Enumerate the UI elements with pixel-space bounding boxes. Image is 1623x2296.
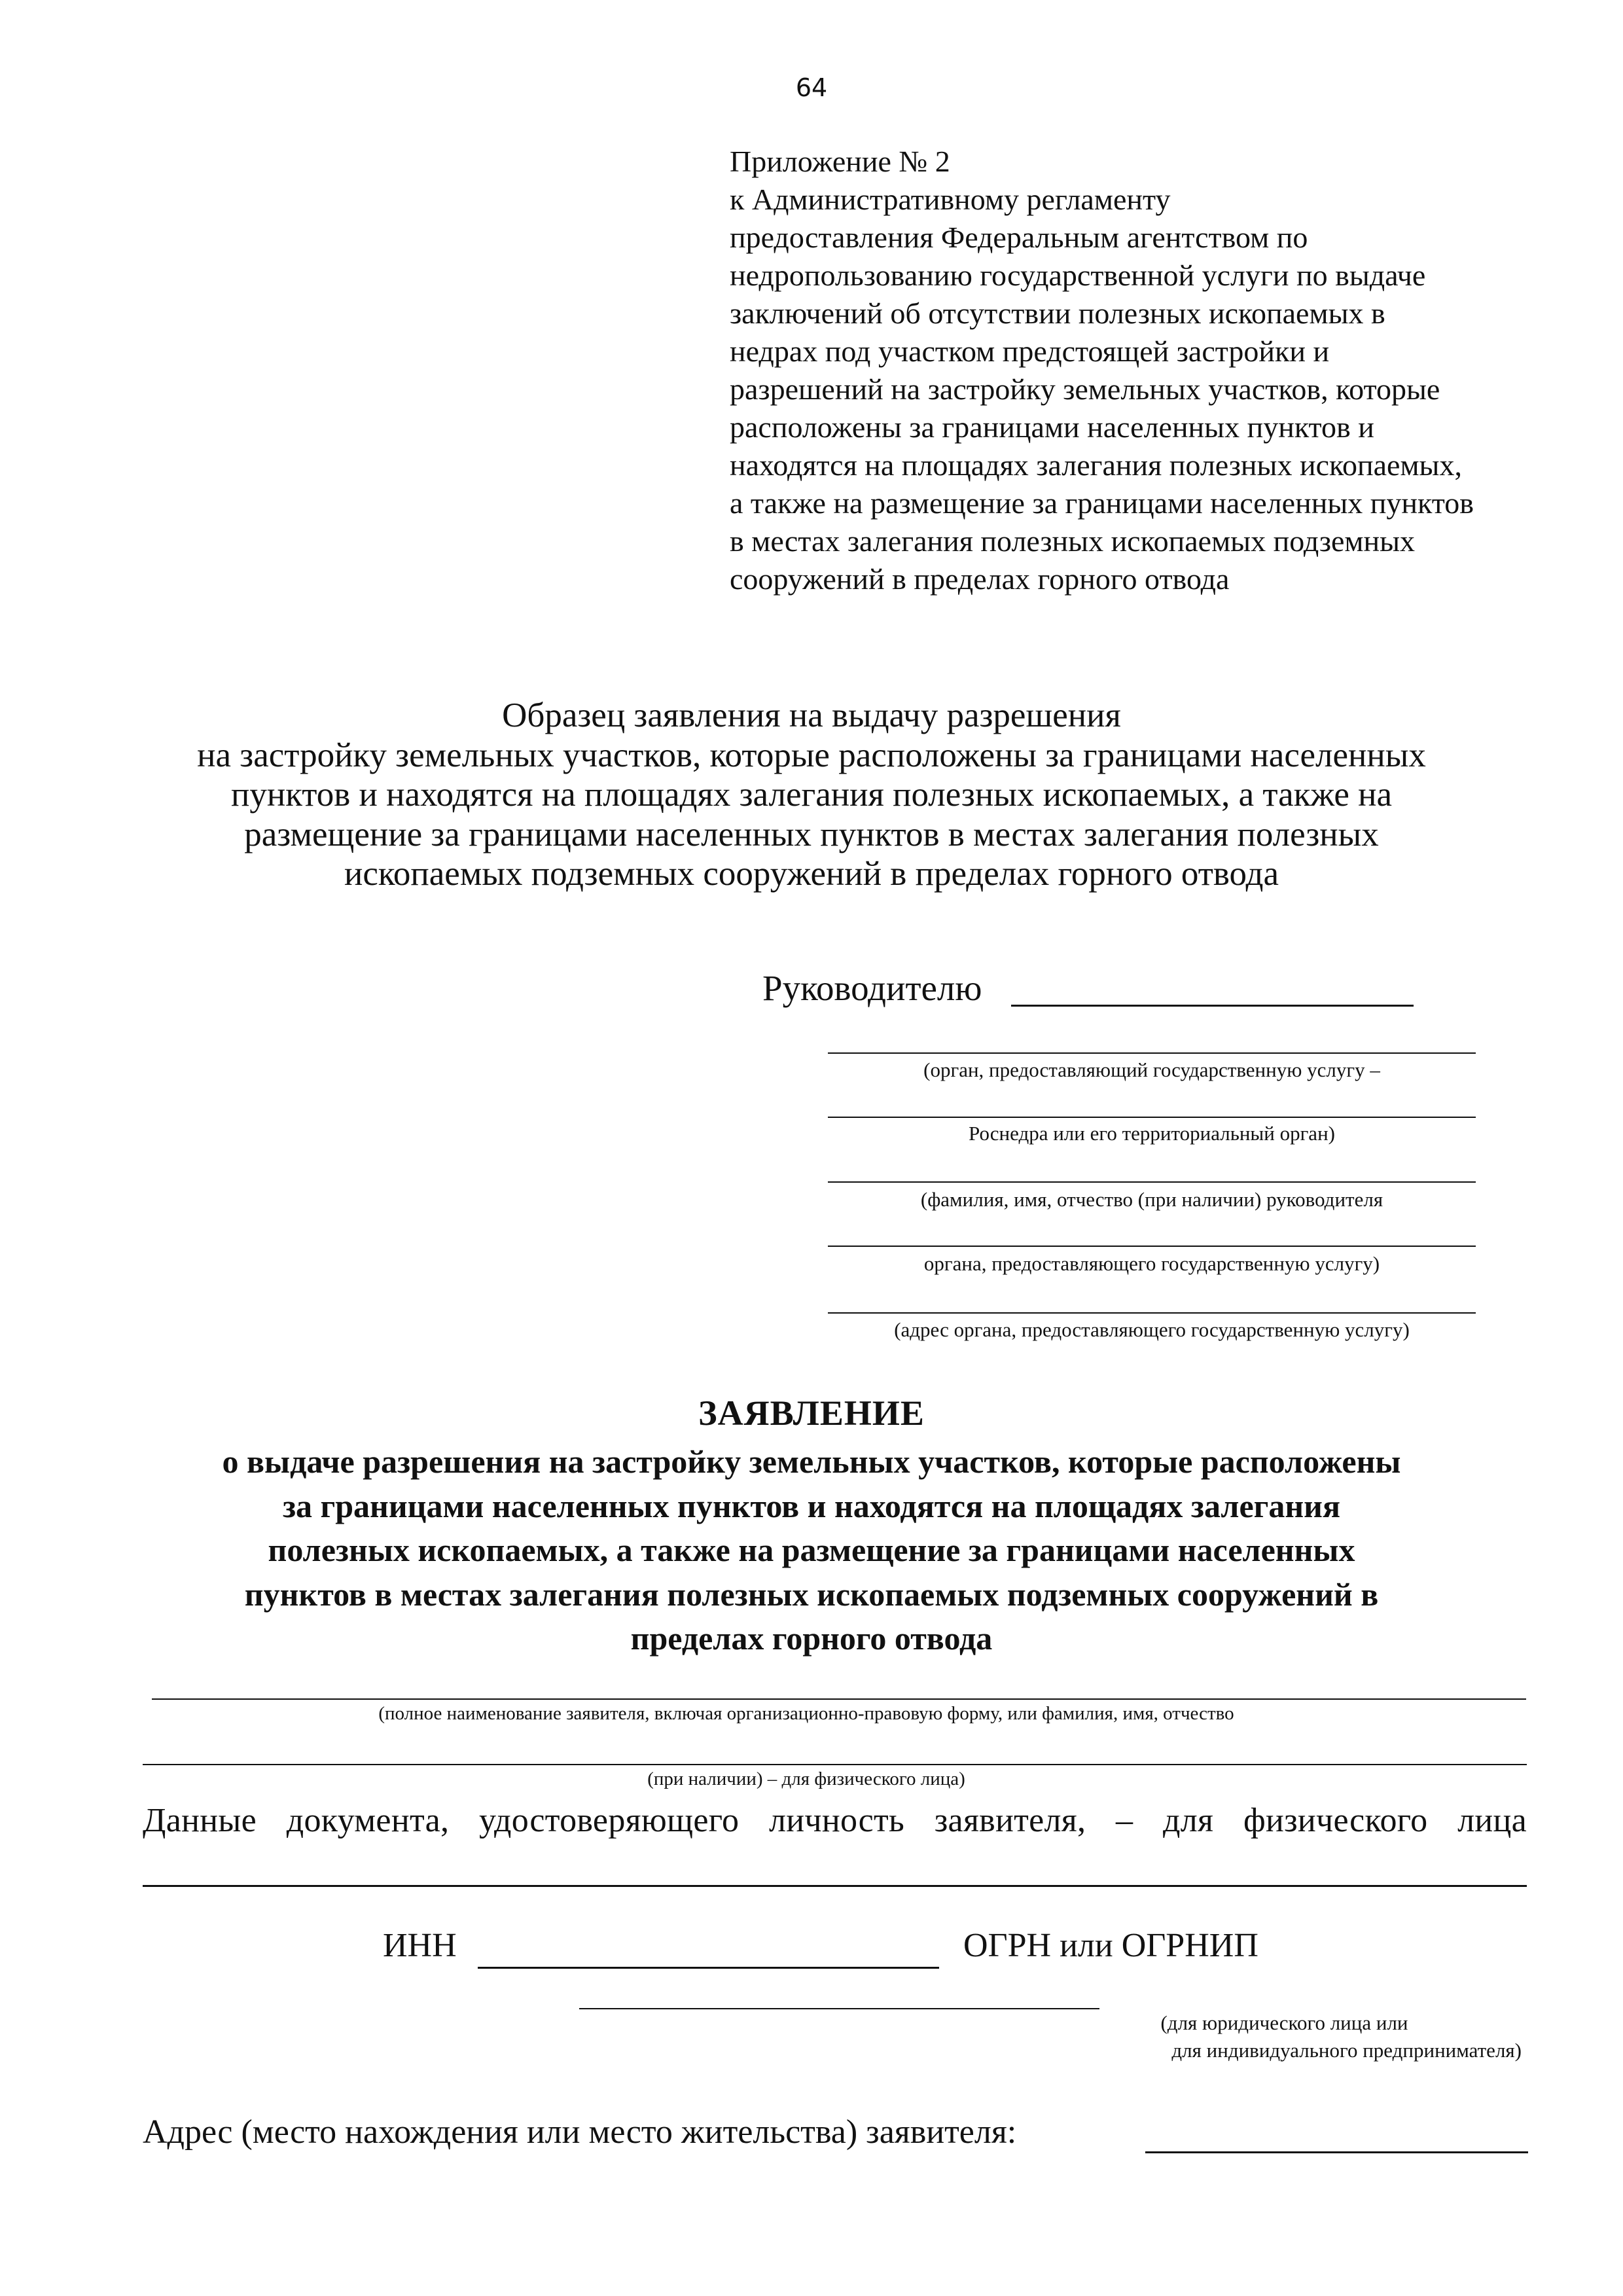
sample-title-line: размещение за границами населенных пунктов в местах залегания полезных (244, 815, 1379, 853)
inn-label: ИНН (383, 1927, 457, 1964)
appendix-line: расположены за границами населенных пунктов и (730, 410, 1374, 444)
authority-caption: Роснедра или его территориальный орган) (969, 1122, 1335, 1145)
id-document-label: Данные документа, удостоверяющего личность заявителя, – для физического лица (143, 1802, 1527, 1839)
applicant-name-caption: (при наличии) – для физического лица) (647, 1768, 965, 1789)
appendix-line: к Административному регламенту (730, 183, 1171, 216)
id-document-field[interactable] (143, 1885, 1527, 1887)
appendix-line: недрах под участком предстоящей застройки и (730, 334, 1330, 368)
ogrn-field[interactable] (579, 2008, 1099, 2009)
inn-field[interactable] (478, 1967, 939, 1969)
head-name-field-1[interactable] (828, 1181, 1476, 1183)
authority-field-2[interactable] (828, 1117, 1476, 1118)
authority-address-field[interactable] (828, 1312, 1476, 1314)
appendix-line: в местах залегания полезных ископаемых подземных (730, 524, 1416, 558)
ogrn-caption: для индивидуального предпринимателя) (1171, 2039, 1522, 2062)
authority-address-caption: (адрес органа, предоставляющего государственную услугу) (894, 1318, 1410, 1341)
applicant-name-caption: (полное наименование заявителя, включая организационно-правовую форму, или фамилия, имя, отчество (378, 1703, 1234, 1724)
appendix-line: заключений об отсутствии полезных ископаемых в (730, 296, 1385, 330)
page-number: 64 (795, 73, 828, 102)
head-name-caption: органа, предоставляющего государственную услугу) (923, 1252, 1380, 1275)
appendix-reference (730, 143, 1600, 598)
appendix-line: предоставления Федеральным агентством по (730, 221, 1308, 254)
applicant-address-field[interactable] (1145, 2151, 1528, 2153)
head-name-field-2[interactable] (828, 1246, 1476, 1247)
sample-title (0, 696, 1623, 894)
sample-title-line: ископаемых подземных сооружений в пределах горного отвода (344, 855, 1279, 893)
ogrn-caption: (для юридического лица или (1160, 2011, 1408, 2034)
statement-subtitle-line: пределах горного отвода (630, 1620, 993, 1657)
authority-field-1[interactable] (828, 1052, 1476, 1054)
statement-subtitle-line: пунктов в местах залегания полезных ископаемых подземных сооружений в (244, 1575, 1379, 1613)
ogrn-label: ОГРН или ОГРНИП (963, 1927, 1258, 1964)
addressee-name-field[interactable] (1011, 1005, 1414, 1007)
applicant-name-field-2[interactable] (143, 1764, 1527, 1765)
statement-subtitle-line: за границами населенных пунктов и находятся на площадях залегания (282, 1487, 1341, 1524)
head-name-caption: (фамилия, имя, отчество (при наличии) руководителя (920, 1188, 1383, 1211)
statement-subtitle (0, 1440, 1623, 1661)
sample-title-line: на застройку земельных участков, которые расположены за границами населенных (197, 736, 1426, 774)
sample-title-line: Образец заявления на выдачу разрешения (502, 696, 1121, 734)
sample-title-line: пунктов и находятся на площадях залегания полезных ископаемых, а также на (230, 776, 1393, 814)
applicant-address-label: Адрес (место нахождения или место жительства) заявителя: (143, 2113, 1017, 2151)
appendix-line: сооружений в пределах горного отвода (730, 562, 1230, 596)
appendix-line: находятся на площадях залегания полезных ископаемых, (730, 448, 1462, 482)
appendix-line: недропользованию государственной услуги по выдаче (730, 259, 1426, 292)
statement-subtitle-line: полезных ископаемых, а также на размещение за границами населенных (268, 1532, 1355, 1568)
statement-subtitle-line: о выдаче разрешения на застройку земельных участков, которые расположены (222, 1443, 1401, 1480)
authority-caption: (орган, предоставляющий государственную услугу – (923, 1058, 1380, 1081)
appendix-line: а также на размещение за границами населенных пунктов (730, 486, 1474, 520)
appendix-line: разрешений на застройку земельных участков, которые (730, 372, 1440, 406)
statement-title: ЗАЯВЛЕНИЕ (698, 1393, 925, 1433)
appendix-line: Приложение № 2 (730, 145, 950, 178)
addressee-label: Руководителю (762, 968, 982, 1008)
applicant-name-field-1[interactable] (152, 1698, 1526, 1700)
